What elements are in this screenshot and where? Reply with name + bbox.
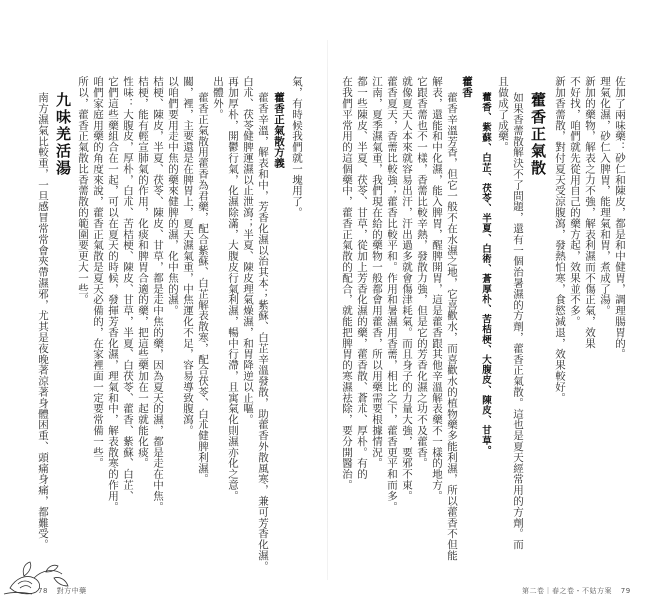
text-column: 性味：大腹皮，厚朴，白朮、苦桔梗、陳皮、甘草，半夏、白茯苓、藿香、紫蘇、白芷、 [122, 76, 134, 502]
text-column: 它跟香薷也不一樣，香薷比較辛熱，發散力強，但是它的芳香化濕之功不及藿香。 [416, 76, 428, 469]
text-column: 新加的藥物，解表之力不強，解表利濕而不傷正氣，效果 [584, 76, 596, 349]
text-column: 不好找，咱們就先從用自己的藥方起，效果並不多。 [569, 76, 581, 327]
right-footer [522, 586, 637, 596]
text-column: 藿香正氣散用藿香為君藥，配合紫蘇、白芷解表散寒，配合茯苓、白朮健脾利濕。 [197, 92, 209, 485]
left-footer [38, 586, 93, 596]
text-column: 江南，夏季濕氣重，我們現在給的藥物一般都會用藿香，所以用藥需要根據情況。 [371, 76, 383, 469]
text-column: 出體外。 [212, 76, 224, 120]
text-column: 所以，藿香正氣散比香薷散的範圍要更大一些。 [77, 76, 89, 305]
book-title: 對方中藥 [56, 587, 87, 595]
text-column: 氣，有時候我們就一塊用了。 [291, 76, 303, 218]
text-column: 再加厚朴，開鬱行氣，化濕除滿，大腹皮行氣利濕，暢中行滯，且寓氣化則濕亦化之意。 [227, 76, 239, 502]
text-column: 關，裡，主要還是在脾胃上，夏天濕氣重，中焦運化不足，容易導致腹瀉。 [182, 76, 194, 436]
text-column: 且做成了成藥。 [497, 76, 509, 153]
page-number: 78 [38, 587, 48, 595]
left-page [34, 70, 304, 580]
subheading: 藿香 [461, 76, 473, 98]
text-column: 桔梗、陳皮，半夏、茯苓、陳皮、甘草，都是走中焦的藥，因為夏天的濕，都是走在中焦。 [152, 76, 164, 512]
text-column: 都一些陳皮、半夏、茯苓、甘草，從加上芳香化濕的藥，藿香散、蒼朮、厚朴。有的 [356, 76, 368, 480]
section-title: 藿香正氣散 [529, 92, 547, 177]
text-column: 它們這些藥組合在一起，可以在夏天的時候，發揮芳香化濕，理氣和中，解表散寒的作用。 [107, 76, 119, 512]
text-column: 南方濕氣比較重，一旦感冒常常會夾帶濕邪，尤其是夜晚著涼著身體困重、頭痛身痛，都難受。 [37, 92, 49, 550]
subheading: 藿香正氣散方義 [273, 92, 285, 169]
section-label: 第二卷｜春之卷・不姑方案 [522, 587, 612, 595]
right-page [341, 70, 627, 580]
text-column: 咱們家庭用藥的角度來說，藿香正氣散是夏天必備的，在家裡面一定要常備一些。 [92, 76, 104, 469]
text-column: 藿香夏天，香薷比較強；藿香比較平和。作用和暑濕用香薷，相比之下，藿香更平和而多。 [386, 76, 398, 512]
page-gutter [327, 40, 328, 580]
text-column: 白朮、茯苓健脾運濕以止泄瀉；半夏、陳皮理氣燥濕，和胃降逆以止嘔。 [242, 76, 254, 425]
text-column: 理氣化濕，砂仁入脾胃，能理氣和胃，煮成了湯。 [599, 76, 611, 316]
text-column: 新加香薷散，對付夏天受涼腹瀉，發熱怕寒，食慾減退，效果較好。 [554, 76, 566, 403]
section-title: 九味羌活湯 [54, 92, 72, 177]
formula-ingredients: 藿香、紫蘇、白芷、茯苓、半夏、白術、蒼厚朴、苦桔梗、大腹皮、陳皮、甘草。 [480, 92, 491, 456]
text-column: 藿香辛溫芳香，但它一般不在水濕之地，它喜歡水，而喜歡水的植物藥多能利濕，所以藿香不但能 [446, 92, 458, 561]
text-column: 藿香辛溫，解表和中，芳香化濕以治其本；紫蘇、白芷辛溫發散，助藿香外散風寒，兼可芳香化濕。 [257, 92, 269, 572]
text-column: 就像夏天人本來就容易出汗，汗出過多就會傷津耗氣。而且身子的力量大強，要邪不東。 [401, 76, 413, 502]
text-column: 以咱們要用走中焦的藥來健脾的濕，化中焦的濕。 [167, 76, 179, 316]
text-column: 佐加了兩味藥：砂仁和陳皮，都是和中健胃，調理腸胃的。 [614, 76, 626, 360]
text-column: 如果香薷散解決不了問題，還有一個治暑濕的方劑，藿香正氣散。這也是夏天經常用的方劑。而 [512, 92, 524, 550]
text-column: 解表，還能和中化濕，能入脾胃，醒脾開胃，這是藿香跟其他辛溫解表藥不一樣的地方。 [431, 76, 443, 502]
page-number: 79 [620, 587, 631, 595]
text-column: 桔梗，能有輕宣肺氣的作用，化痰和脾胃合適的藥，把這些藥加在一起就能化痰。 [137, 76, 149, 469]
text-column: 在我們平常用的這個藥中，藿香正氣散的配合，就能把脾胃的寒濕祛除，要分開醫治。 [341, 76, 353, 491]
